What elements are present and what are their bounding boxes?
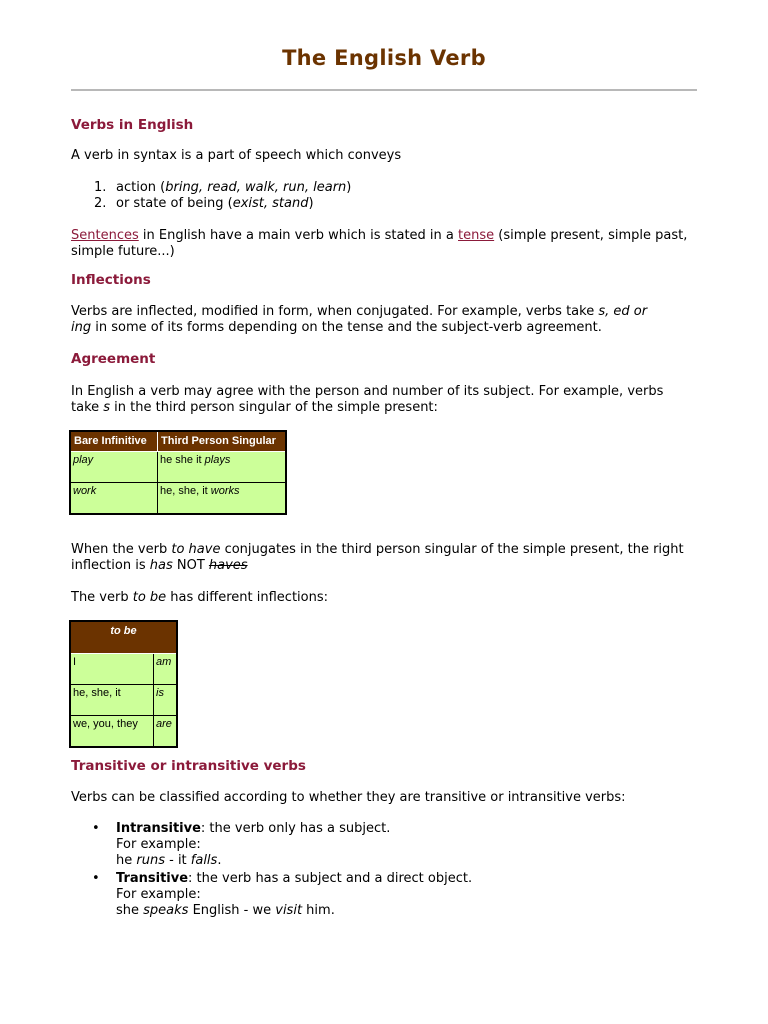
sentences-paragraph: Sentences in English have a main verb which is stated in a tense (simple present, simple past, simple future...) (71, 228, 688, 259)
heading-transitive: Transitive or intransitive verbs (71, 758, 306, 774)
list-item: 1. action (bring, read, walk, run, learn) (94, 180, 352, 195)
table-header-third-person: Third Person Singular (158, 431, 287, 452)
table-row: work he, she, it works (70, 483, 286, 515)
table-row: he, she, it is (70, 685, 177, 716)
to-be-table (69, 620, 178, 748)
bullet-icon: • (92, 821, 100, 836)
example-verbs: exist, stand (232, 196, 309, 211)
bullet-icon: • (92, 871, 100, 886)
verbs-intro-text: A verb in syntax is a part of speech which conveys (71, 148, 402, 163)
example-verbs: bring, read, walk, run, learn (165, 180, 347, 195)
document-page: The English Verb Verbs in English A verb in syntax is a part of speech which conveys 1. action (bring, read, walk, run, learn) 2. or state of being (exist, stand) Sentences in English have a main verb which is stated in a tense (simple present, simple past, simple future...) Inflections Verbs are inflected, modified in form, when conjugated. For example, verbs take s, ed or ing in some of its forms depending on the tense and the subject-verb agreement. Agreement In English a verb may agree with the person and number of its subject. For example, verbs take s in the third person singular of the simple present: Bare Infinitive Third Person Singular play he she it plays work he, she, it works When the verb to have conjugates in the third person singular of the simple present, the right inflection is has NOT haves The verb to be has different inflections: to be I am he, she, it is we, you, they are Transitive or intransitive verbs Verbs can be classified according to whether they are transitive or intransitive verbs: • Intransitive: the verb only has a subject. For example: he runs - it falls. • Transitive: the verb has a subject and a direct object. For example: she speaks English - we visit him. (0, 0, 768, 1024)
title-divider (71, 89, 697, 91)
table-row: we, you, they are (70, 716, 177, 748)
list-item: 2. or state of being (exist, stand) (94, 196, 314, 211)
to-have-paragraph: When the verb to have conjugates in the third person singular of the simple present, the right inflection is has NOT haves (71, 542, 684, 573)
heading-verbs-in-english: Verbs in English (71, 117, 194, 133)
tense-link[interactable]: tense (458, 228, 495, 243)
table-header-to-be: to be (70, 621, 177, 654)
page-title: The English Verb (282, 46, 486, 70)
sentences-link[interactable]: Sentences (71, 228, 139, 243)
inflections-text: Verbs are inflected, modified in form, when conjugated. For example, verbs take s, ed or ing in some of its forms depending on the tense and the subject-verb agreement. (71, 304, 648, 335)
heading-agreement: Agreement (71, 351, 156, 367)
heading-inflections: Inflections (71, 272, 151, 288)
agreement-text: In English a verb may agree with the person and number of its subject. For example, verbs take s in the third person singular of the simple present: (71, 384, 664, 415)
table-row: I am (70, 654, 177, 685)
to-be-paragraph: The verb to be has different inflections: (71, 590, 328, 605)
incorrect-form: haves (208, 558, 248, 573)
table-row: play he she it plays (70, 452, 286, 483)
transitive-intro-text: Verbs can be classified according to whether they are transitive or intransitive verbs: (71, 790, 626, 805)
table-header-bare-infinitive: Bare Infinitive (70, 431, 158, 452)
third-person-table (69, 430, 287, 515)
